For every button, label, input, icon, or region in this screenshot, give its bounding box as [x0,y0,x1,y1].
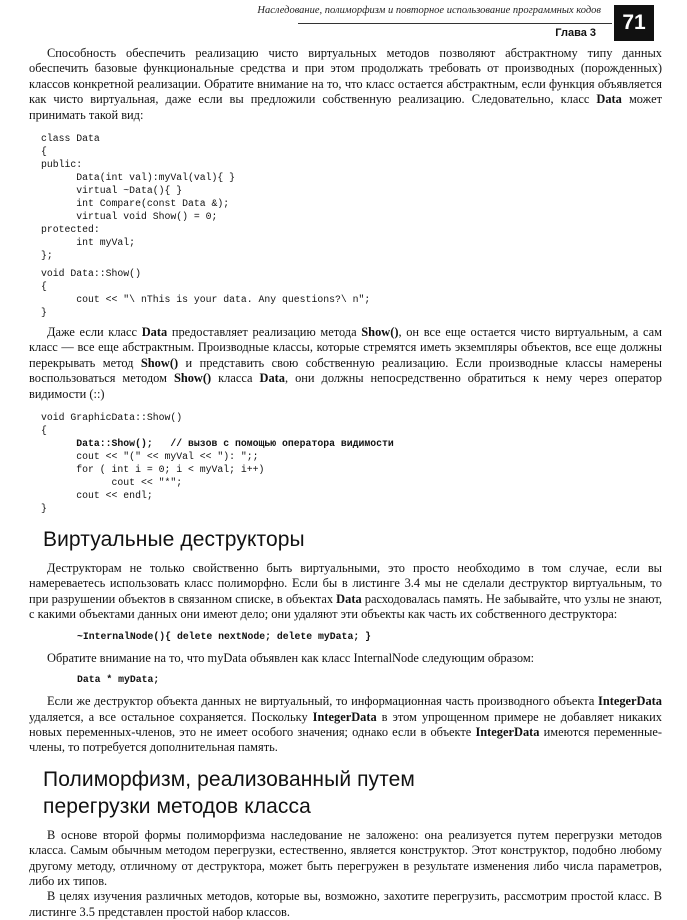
paragraph-2: Даже если класс Data предоставляет реализацию метода Show(), он все еще остается чисто виртуальным, а сам класс — все еще абстрактным. Производные классы, которые стремятся иметь экземпляры объектов, все еще должны перекрывать метод Show() и представить свою собственную реализацию. Если производные классы намерены воспользоваться методом Show() класса Data, они должны непосредственно обратиться к нему через оператор видимости (::) [29,325,662,401]
header-rule [298,23,612,24]
code-line: public: [41,159,83,171]
page-content [29,46,662,920]
paragraph-1: Способность обеспечить реализацию чисто виртуальных методов позволяют абстрактному типу данных обеспечить базовые функциональные средства и при этом продолжать требовать от производных (порожденных) классов конкретной реализации. Обратите внимание на то, что класс остается абстрактным, если функция объявляется как чисто виртуальная, даже если вы предложили собственную реализацию. Следовательно, класс Data может принимать такой вид: [29,46,662,122]
code-line: Data(int val):myVal(val){ } [41,172,236,184]
running-title: Наследование, полиморфизм и повторное использование программных кодов [257,5,601,16]
page-header [0,0,687,44]
code-line: cout << "\ nThis is your data. Any questions?\ n"; [41,294,371,306]
section-heading-virtual-destructors: Виртуальные деструкторы [43,528,305,552]
code-line: Data::Show(); // вызов с помощью оператора видимости [41,438,394,450]
code-line: }; [41,250,53,262]
code-line: } [41,307,47,319]
code-line: int myVal; [41,237,136,249]
page-number: 71 [614,5,654,41]
code-line: void Data::Show() [41,268,141,280]
code-line: cout << "*"; [41,477,183,489]
paragraph-4: Обратите внимание на то, что myData объявлен как класс InternalNode следующим образом: [47,650,535,665]
code-line: int Compare(const Data &); [41,198,230,210]
paragraph-7: В целях изучения различных методов, которые вы, возможно, захотите перегрузить, рассмотрим простой класс. В листинге 3.5 представлен простой набор классов. [29,889,662,919]
paragraph-3: Деструкторам не только свойственно быть виртуальными, это просто необходимо в том случае, если вы намереваетесь использовать класс полиморфно. Если бы в листинге 3.4 мы не сделали деструктор виртуальным, то при разрушении объектов в связанном списке, в объектах Data расходовалась память. Не забывайте, что узлы не знают, с какими объектами данных они имеют дело; они удаляют эти объекты как часть их собственного деструктора: [29,561,662,622]
paragraph-5: Если же деструктор объекта данных не виртуальный, то информационная часть производного объекта IntegerData удаляется, а все остальное сохраняется. Поскольку IntegerData в этом упрощенном примере не добавляет никаких новых переменных-членов, это не имеет особого значения; однако если в объекте IntegerData имеются переменные-члены, то потребуется дополнительная память. [29,694,663,755]
paragraph-6: В основе второй формы полиморфизма наследование не заложено: она реализуется путем перегрузки методов класса. Самым обычным методом перегрузки, естественно, является конструктор. Этот конструктор, подобно любому другому методу, отличному от деструктора, может быть перегружен в результате изменения либо числа параметров, либо их типов. [29,827,662,888]
code-line: protected: [41,224,100,236]
code-internalnode-destructor: ~InternalNode(){ delete nextNode; delete myData; } [77,630,371,642]
code-line: class Data [41,133,100,145]
code-listing-data-class [41,132,662,319]
code-line: { [41,425,47,437]
section-heading-overloading: Полиморфизм, реализованный путем перегрузки методов класса [43,767,415,818]
code-mydata-declaration: Data * myData; [77,674,160,686]
code-line: cout << endl; [41,490,153,502]
code-line: cout << "(" << myVal << "): ";; [41,451,259,463]
code-line: void GraphicData::Show() [41,412,183,424]
code-line: { [41,281,47,293]
code-line: virtual ~Data(){ } [41,185,183,197]
code-line: { [41,146,47,158]
chapter-label: Глава 3 [555,27,596,39]
code-line: virtual void Show() = 0; [41,211,218,223]
code-listing-graphicdata-show [41,411,662,515]
code-line: for ( int i = 0; i < myVal; i++) [41,464,265,476]
code-line: } [41,503,47,515]
